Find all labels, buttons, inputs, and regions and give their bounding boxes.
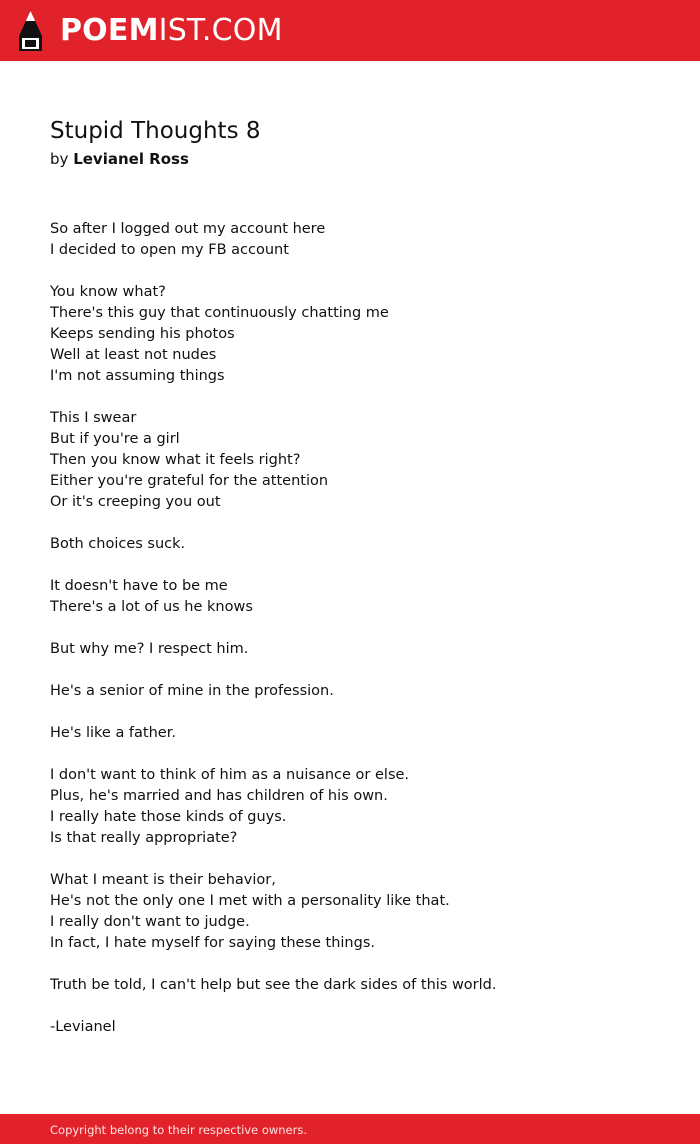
poem-line: Either you're grateful for the attention bbox=[50, 473, 329, 489]
poem-line: -Levianel bbox=[50, 1019, 116, 1035]
site-logo[interactable] bbox=[17, 10, 283, 52]
copyright-notice: Copyright belong to their respective owners. bbox=[50, 1123, 308, 1137]
poem-stanza bbox=[50, 1017, 670, 1038]
poem-line: You know what? bbox=[50, 284, 166, 300]
poem-stanza bbox=[50, 576, 670, 618]
poem-stanza bbox=[50, 681, 670, 702]
site-name-bold: POEM bbox=[60, 13, 159, 48]
poem-body bbox=[50, 219, 670, 1038]
poem-line: I decided to open my FB account bbox=[50, 242, 289, 258]
poem-stanza bbox=[50, 765, 670, 849]
byline bbox=[50, 148, 189, 170]
poem-line: Plus, he's married and has children of his own. bbox=[50, 788, 388, 804]
stanza-break bbox=[50, 555, 670, 576]
pencil-icon bbox=[17, 10, 44, 52]
author-link[interactable]: Levianel Ross bbox=[73, 150, 189, 168]
poem-line: But if you're a girl bbox=[50, 431, 180, 447]
poem-title: Stupid Thoughts 8 bbox=[50, 118, 261, 144]
poem-line: Truth be told, I can't help but see the dark sides of this world. bbox=[50, 977, 497, 993]
poem-line: Or it's creeping you out bbox=[50, 494, 221, 510]
poem-stanza bbox=[50, 408, 670, 513]
poem-line: He's a senior of mine in the profession. bbox=[50, 683, 334, 699]
site-name bbox=[60, 10, 283, 52]
poem-line: I'm not assuming things bbox=[50, 368, 225, 384]
stanza-break bbox=[50, 954, 670, 975]
site-name-light: IST.COM bbox=[158, 13, 283, 48]
poem-line: He's not the only one I met with a personality like that. bbox=[50, 893, 450, 909]
poem-stanza bbox=[50, 219, 670, 261]
poem-line: It doesn't have to be me bbox=[50, 578, 228, 594]
poem-stanza bbox=[50, 282, 670, 387]
stanza-break bbox=[50, 849, 670, 870]
poem-line: So after I logged out my account here bbox=[50, 221, 326, 237]
poem-line: There's this guy that continuously chatting me bbox=[50, 305, 389, 321]
byline-prefix: by bbox=[50, 150, 69, 168]
poem-stanza bbox=[50, 534, 670, 555]
poem-line: I don't want to think of him as a nuisance or else. bbox=[50, 767, 410, 783]
poem-stanza bbox=[50, 723, 670, 744]
stanza-break bbox=[50, 513, 670, 534]
site-header bbox=[0, 0, 700, 61]
poem-line: What I meant is their behavior, bbox=[50, 872, 276, 888]
stanza-break bbox=[50, 996, 670, 1017]
poem-line: Is that really appropriate? bbox=[50, 830, 238, 846]
poem-line: Both choices suck. bbox=[50, 536, 186, 552]
poem-stanza bbox=[50, 870, 670, 954]
poem-line: Well at least not nudes bbox=[50, 347, 217, 363]
stanza-break bbox=[50, 660, 670, 681]
poem-line: I really don't want to judge. bbox=[50, 914, 250, 930]
poem-line: Then you know what it feels right? bbox=[50, 452, 301, 468]
stanza-break bbox=[50, 261, 670, 282]
poem-line: In fact, I hate myself for saying these things. bbox=[50, 935, 375, 951]
poem-line: I really hate those kinds of guys. bbox=[50, 809, 287, 825]
site-footer bbox=[0, 1114, 700, 1144]
stanza-break bbox=[50, 618, 670, 639]
stanza-break bbox=[50, 744, 670, 765]
stanza-break bbox=[50, 387, 670, 408]
poem-line: Keeps sending his photos bbox=[50, 326, 235, 342]
poem-stanza bbox=[50, 975, 670, 996]
poem-stanza bbox=[50, 639, 670, 660]
poem-line: There's a lot of us he knows bbox=[50, 599, 253, 615]
poem-line: But why me? I respect him. bbox=[50, 641, 249, 657]
poem-line: He's like a father. bbox=[50, 725, 176, 741]
poem-line: This I swear bbox=[50, 410, 137, 426]
stanza-break bbox=[50, 702, 670, 723]
